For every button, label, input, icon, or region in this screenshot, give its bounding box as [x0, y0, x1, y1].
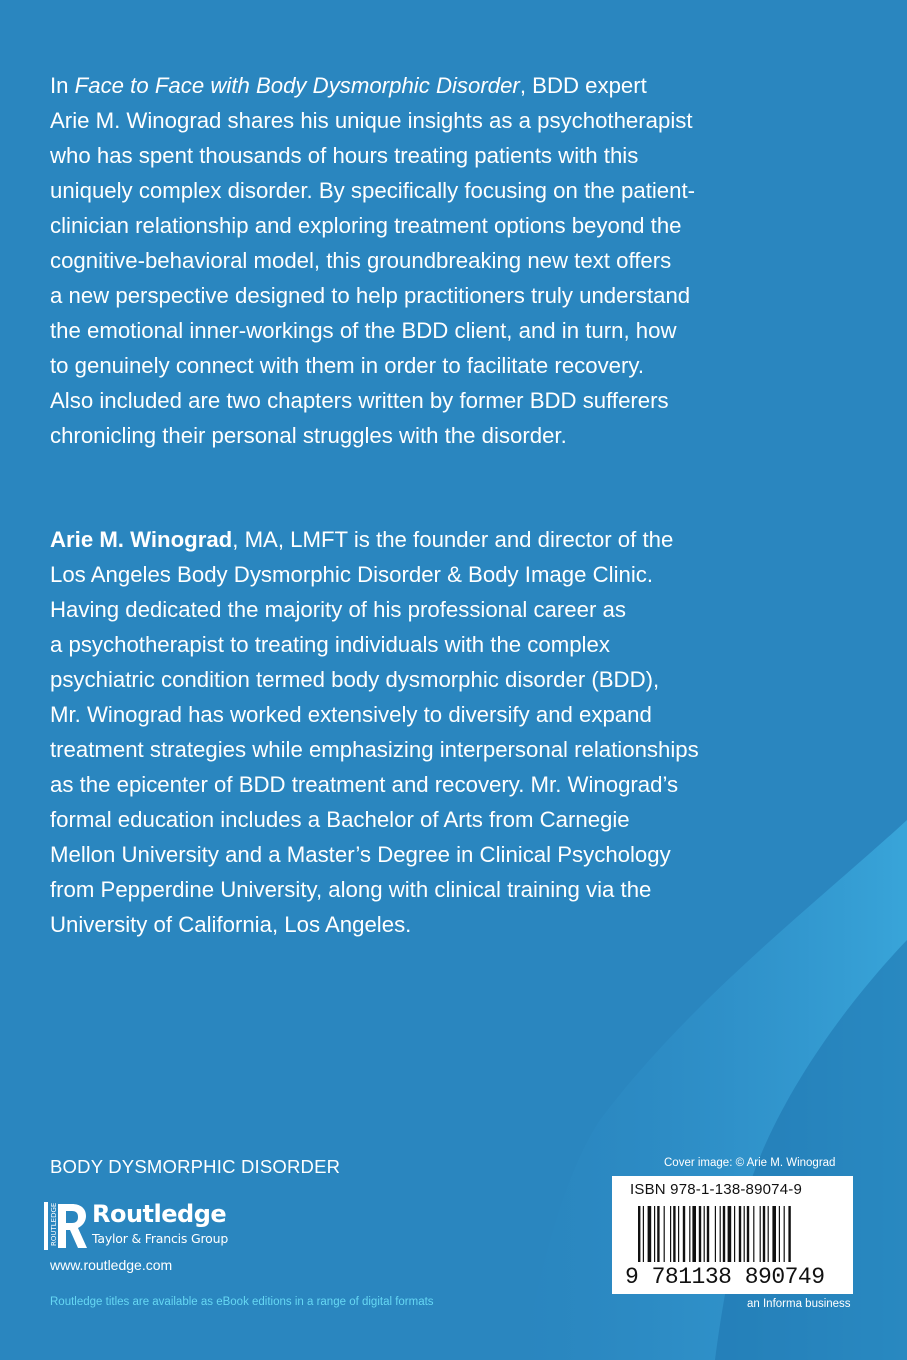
- subject-category: BODY DYSMORPHIC DISORDER: [50, 1156, 341, 1177]
- publisher-logo: [40, 1200, 240, 1256]
- informa-text: an Informa business: [747, 1298, 851, 1310]
- description-line: [50, 208, 770, 243]
- cover-credit: Cover image: © Arie M. Winograd: [664, 1157, 836, 1169]
- description-text: uniquely complex disorder. By specifically focusing on the patient-: [50, 178, 696, 203]
- publisher-website[interactable]: www.routledge.com: [50, 1257, 173, 1273]
- bio-line: [50, 522, 770, 557]
- bio-text: treatment strategies while emphasizing interpersonal relationships: [50, 737, 699, 762]
- description-text: Arie M. Winograd shares his unique insights as a psychotherapist: [50, 108, 693, 133]
- bio-text: a psychotherapist to treating individuals with the complex: [50, 632, 610, 657]
- description-line: [50, 418, 770, 453]
- description-text: the emotional inner-workings of the BDD client, and in turn, how: [50, 318, 677, 343]
- bio-text: formal education includes a Bachelor of Arts from Carnegie: [50, 807, 630, 832]
- bio-text: Mellon University and a Master’s Degree in Clinical Psychology: [50, 842, 671, 867]
- description-text: chronicling their personal struggles with the disorder.: [50, 423, 567, 448]
- description-text: a new perspective designed to help practitioners truly understand: [50, 283, 691, 308]
- publisher-name: Routledge: [92, 1200, 227, 1228]
- description-text: Face to Face with Body Dysmorphic Disorder: [74, 73, 520, 98]
- publisher-group: Taylor & Francis Group: [92, 1231, 229, 1246]
- description-line: [50, 68, 770, 103]
- description-line: [50, 278, 770, 313]
- description-text: who has spent thousands of hours treating patients with this: [50, 143, 639, 168]
- description-text: In: [50, 73, 75, 98]
- description-text: , BDD expert: [519, 73, 647, 98]
- bio-text: , MA, LMFT is the founder and director of the: [232, 527, 674, 552]
- description-text: clinician relationship and exploring treatment options beyond the: [50, 213, 682, 238]
- bio-line: [50, 767, 770, 802]
- bio-line: [50, 837, 770, 872]
- description-line: [50, 138, 770, 173]
- author-bio: [50, 522, 770, 942]
- description-text: cognitive-behavioral model, this groundbreaking new text offers: [50, 248, 672, 273]
- bio-text: Having dedicated the majority of his professional career as: [50, 597, 626, 622]
- description-line: [50, 313, 770, 348]
- barcode-digits: 9 781138 890749: [625, 1264, 825, 1290]
- description-line: [50, 243, 770, 278]
- bio-text: University of California, Los Angeles.: [50, 912, 412, 937]
- isbn-number: ISBN 978-1-138-89074-9: [630, 1181, 803, 1198]
- bio-text: Mr. Winograd has worked extensively to diversify and expand: [50, 702, 652, 727]
- bio-line: [50, 662, 770, 697]
- bio-line: [50, 907, 770, 942]
- book-description: [50, 68, 770, 453]
- description-line: [50, 103, 770, 138]
- bio-text: Arie M. Winograd: [50, 527, 233, 552]
- description-text: to genuinely connect with them in order to facilitate recovery.: [50, 353, 645, 378]
- bio-line: [50, 592, 770, 627]
- isbn-barcode: [612, 1176, 853, 1294]
- bio-line: [50, 557, 770, 592]
- bio-line: [50, 802, 770, 837]
- routledge-r-icon: [40, 1200, 88, 1252]
- bio-line: [50, 872, 770, 907]
- bio-text: from Pepperdine University, along with clinical training via the: [50, 877, 652, 902]
- bio-line: [50, 697, 770, 732]
- description-line: [50, 383, 770, 418]
- logo-spine-text: ROUTLEDGE: [50, 1202, 58, 1246]
- description-text: Also included are two chapters written by former BDD sufferers: [50, 388, 669, 413]
- bio-text: Los Angeles Body Dysmorphic Disorder & Body Image Clinic.: [50, 562, 654, 587]
- description-line: [50, 173, 770, 208]
- bio-text: psychiatric condition termed body dysmorphic disorder (BDD),: [50, 667, 660, 692]
- informa-tagline: [747, 1298, 851, 1310]
- ebook-note: Routledge titles are available as eBook editions in a range of digital formats: [50, 1296, 434, 1308]
- bio-line: [50, 627, 770, 662]
- bio-text: as the epicenter of BDD treatment and recovery. Mr. Winograd’s: [50, 772, 679, 797]
- description-line: [50, 348, 770, 383]
- bio-line: [50, 732, 770, 767]
